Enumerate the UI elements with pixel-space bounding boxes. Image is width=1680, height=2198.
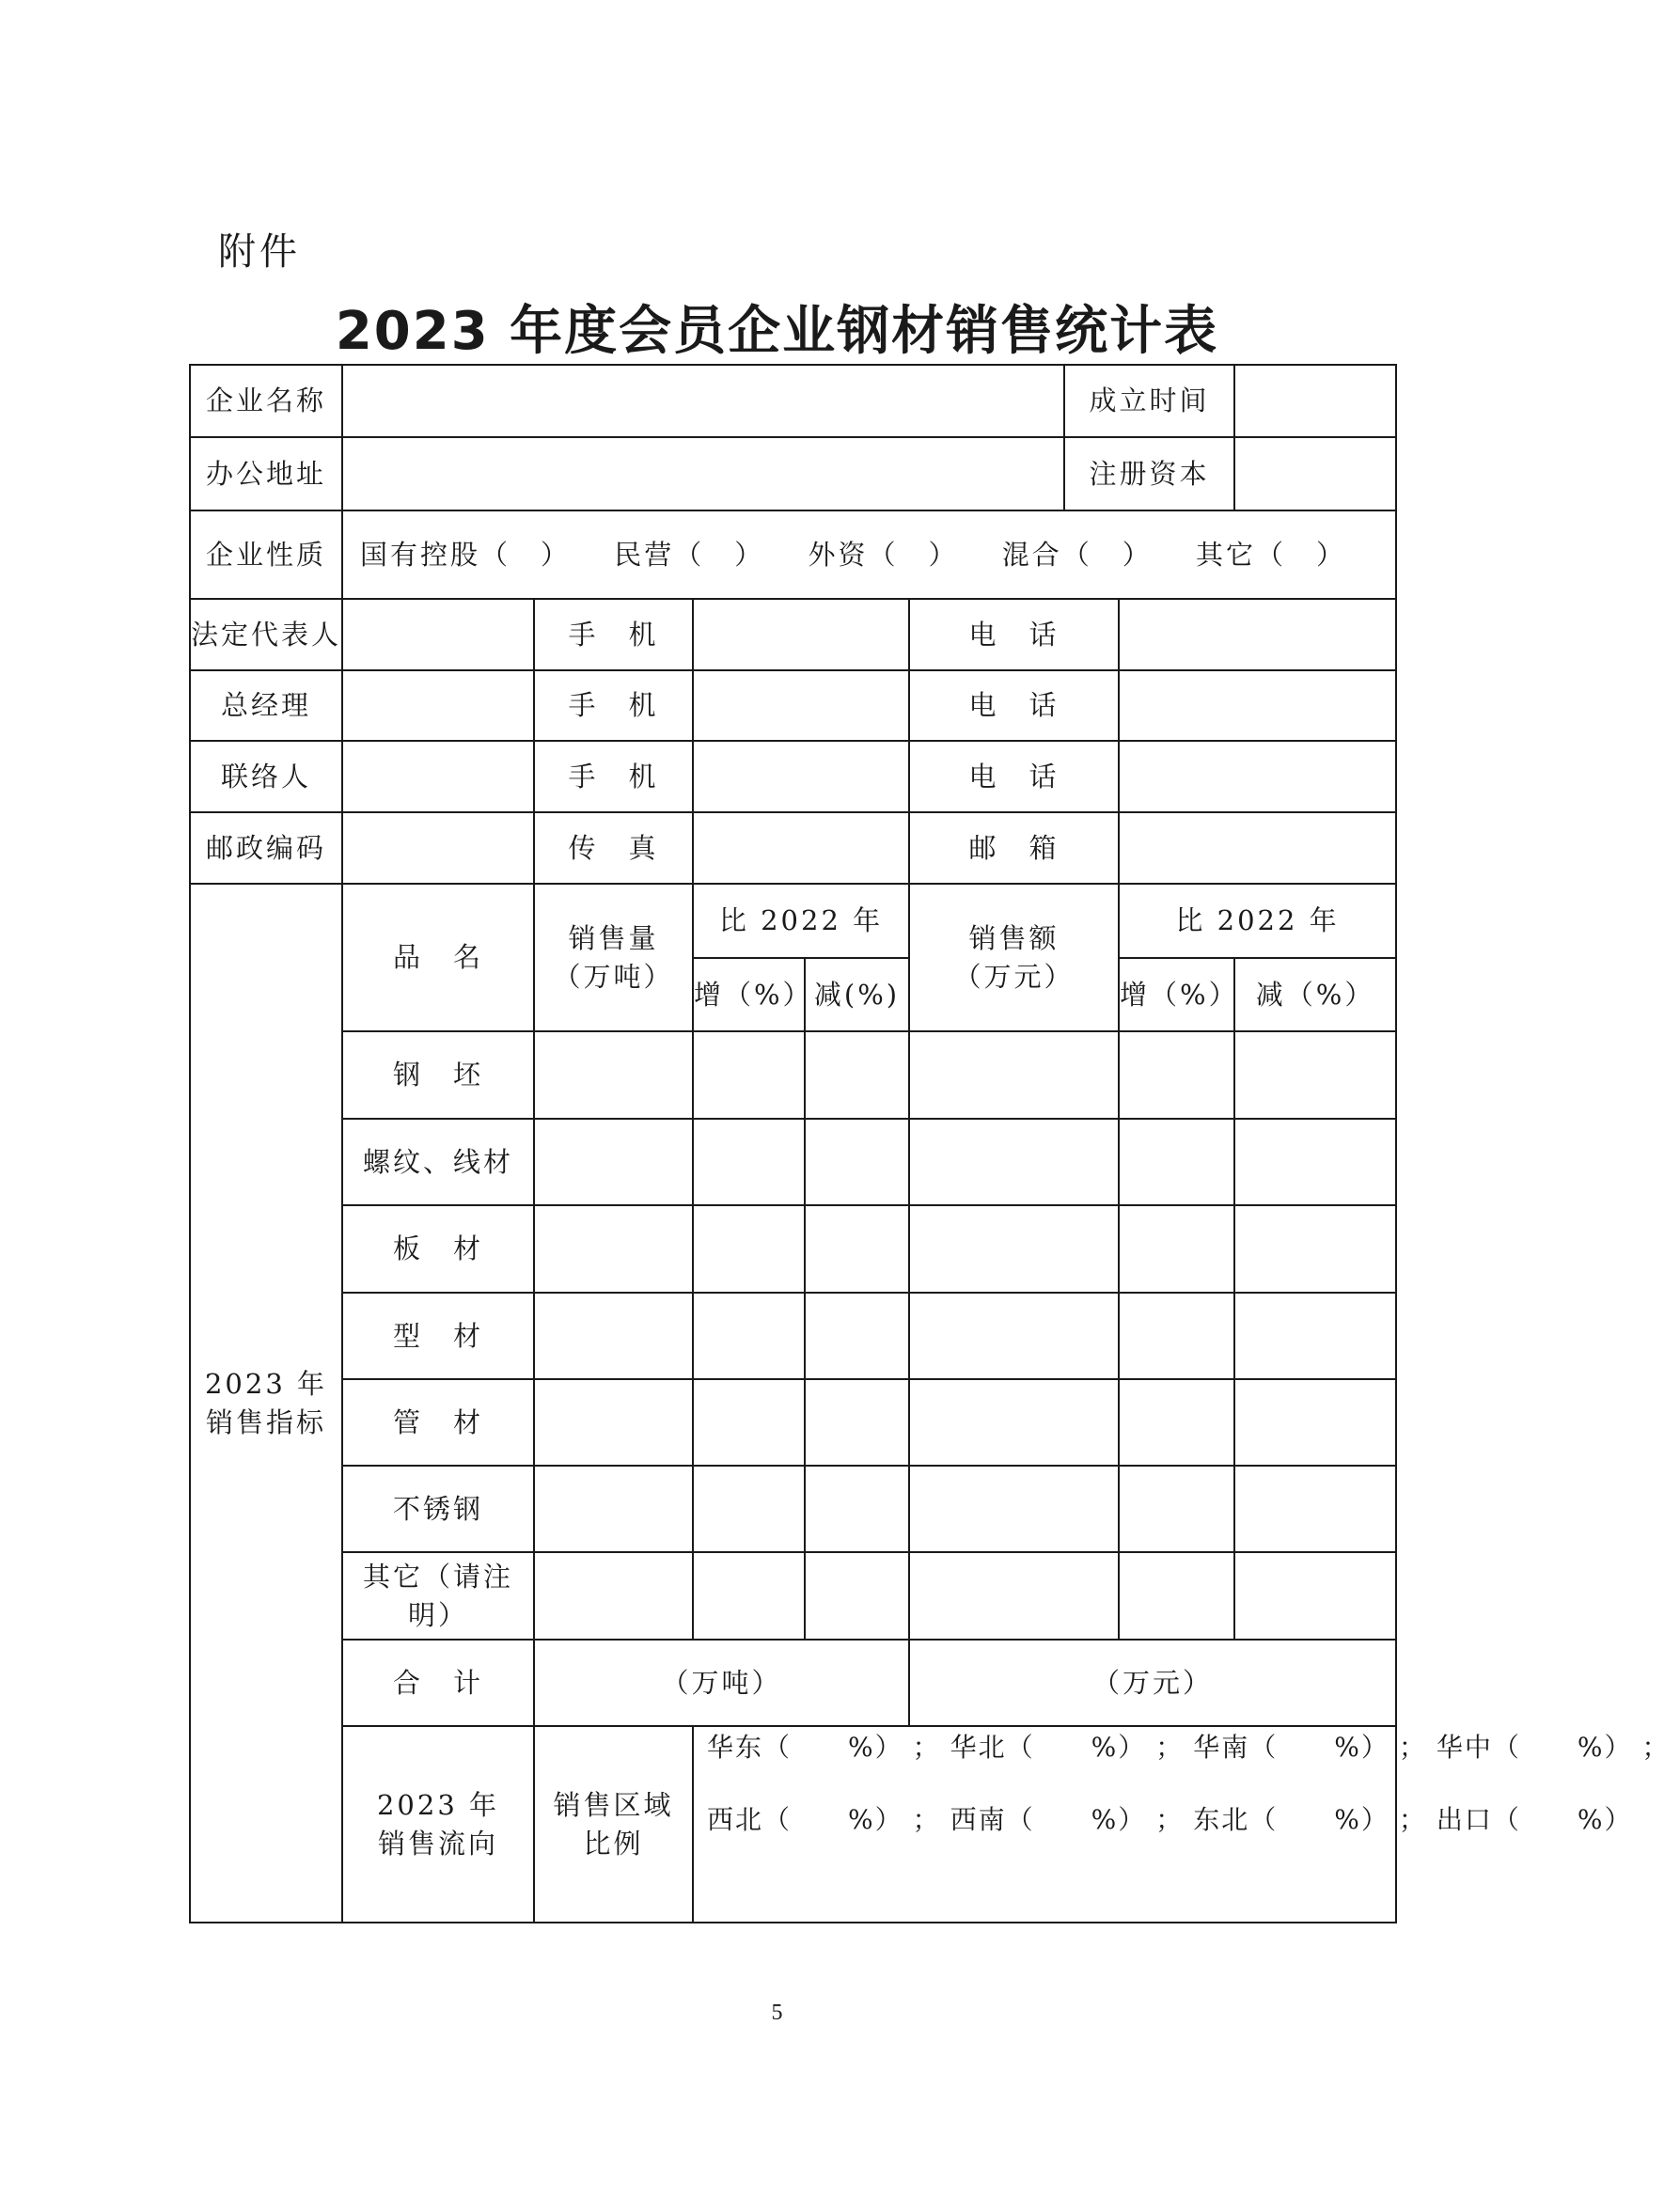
volume-compare-header: 比 2022 年 [693, 884, 909, 958]
attachment-label: 附件 [218, 230, 301, 274]
product-name: 其它（请注明） [342, 1552, 534, 1640]
volume-increase-cell[interactable] [693, 1293, 805, 1379]
postcode-label: 邮政编码 [190, 812, 342, 884]
volume-cell[interactable] [534, 1205, 693, 1293]
region-separator: ； [1155, 1804, 1185, 1836]
amount-cell[interactable] [909, 1205, 1119, 1293]
volume-increase-cell[interactable] [693, 1466, 805, 1552]
amount-cell[interactable] [909, 1552, 1119, 1640]
amount-increase-cell[interactable] [1119, 1552, 1234, 1640]
region-line-1 [694, 1729, 1671, 1766]
amount-increase-cell[interactable] [1119, 1031, 1234, 1119]
region-northwest[interactable]: 西北（ %） [707, 1804, 903, 1836]
region-separator: ； [1641, 1732, 1671, 1763]
amount-increase-header: 增（%） [1119, 958, 1234, 1031]
nature-label: 企业性质 [190, 510, 342, 599]
fax-field[interactable] [693, 812, 909, 884]
mobile-label: 手 机 [534, 670, 693, 741]
amount-compare-header: 比 2022 年 [1119, 884, 1396, 958]
region-east-china[interactable]: 华东（ %） [707, 1732, 903, 1763]
region-ratio-field [693, 1726, 1671, 1923]
legal-rep-field[interactable] [342, 599, 534, 670]
volume-cell[interactable] [534, 1379, 693, 1466]
gm-phone-field[interactable] [1119, 670, 1396, 741]
total-amount-field[interactable] [909, 1640, 1396, 1726]
amount-cell[interactable] [909, 1379, 1119, 1466]
nature-option-private[interactable]: 民营（ ） [614, 538, 765, 571]
flow-section-label: 2023 年 销售流向 [342, 1726, 534, 1923]
amount-increase-cell[interactable] [1119, 1205, 1234, 1293]
product-name: 型 材 [342, 1293, 534, 1379]
phone-label: 电 话 [909, 599, 1119, 670]
email-field[interactable] [1119, 812, 1396, 884]
gm-label: 总经理 [190, 670, 342, 741]
amount-decrease-cell[interactable] [1234, 1379, 1396, 1466]
volume-decrease-cell[interactable] [805, 1119, 909, 1205]
contact-field[interactable] [342, 741, 534, 812]
amount-cell[interactable] [909, 1293, 1119, 1379]
email-label: 邮 箱 [909, 812, 1119, 884]
registered-capital-label: 注册资本 [1064, 437, 1234, 510]
address-field[interactable] [342, 437, 1064, 510]
total-amount-unit: （万元） [1092, 1666, 1214, 1699]
contact-phone-field[interactable] [1119, 741, 1396, 812]
volume-decrease-cell[interactable] [805, 1031, 909, 1119]
product-name: 板 材 [342, 1205, 534, 1293]
volume-increase-cell[interactable] [693, 1379, 805, 1466]
region-ratio-label: 销售区域 比例 [534, 1726, 693, 1923]
nature-option-state[interactable]: 国有控股（ ） [360, 538, 572, 571]
total-label: 合 计 [342, 1640, 534, 1726]
fax-label: 传 真 [534, 812, 693, 884]
company-name-field[interactable] [342, 365, 1064, 437]
established-field[interactable] [1234, 365, 1396, 437]
region-separator: ； [912, 1732, 941, 1763]
sales-section-label: 2023 年 销售指标 [190, 884, 342, 1923]
product-name: 钢 坯 [342, 1031, 534, 1119]
sales-statistics-form [189, 364, 1671, 1923]
region-north-china[interactable]: 华北（ %） [950, 1732, 1147, 1763]
volume-cell[interactable] [534, 1031, 693, 1119]
region-separator: ； [1398, 1804, 1427, 1836]
amount-increase-cell[interactable] [1119, 1379, 1234, 1466]
page-number: 5 [771, 2001, 783, 2025]
amount-increase-cell[interactable] [1119, 1293, 1234, 1379]
nature-options [342, 510, 1396, 599]
total-volume-unit: （万吨） [661, 1666, 782, 1699]
legal-rep-mobile-field[interactable] [693, 599, 909, 670]
region-line-2 [694, 1801, 1633, 1838]
postcode-field[interactable] [342, 812, 534, 884]
product-name: 螺纹、线材 [342, 1119, 534, 1205]
product-header: 品 名 [342, 884, 534, 1031]
gm-mobile-field[interactable] [693, 670, 909, 741]
amount-decrease-cell[interactable] [1234, 1293, 1396, 1379]
region-southwest[interactable]: 西南（ %） [950, 1804, 1147, 1836]
volume-decrease-cell[interactable] [805, 1205, 909, 1293]
volume-header: 销售量 （万吨） [534, 884, 693, 1031]
volume-cell[interactable] [534, 1293, 693, 1379]
total-volume-field[interactable] [534, 1640, 909, 1726]
volume-increase-header: 增（%） [693, 958, 805, 1031]
contact-mobile-field[interactable] [693, 741, 909, 812]
volume-decrease-cell[interactable] [805, 1379, 909, 1466]
amount-decrease-cell[interactable] [1234, 1466, 1396, 1552]
amount-cell[interactable] [909, 1119, 1119, 1205]
amount-decrease-cell[interactable] [1234, 1031, 1396, 1119]
phone-label: 电 话 [909, 670, 1119, 741]
legal-rep-phone-field[interactable] [1119, 599, 1396, 670]
product-name: 不锈钢 [342, 1466, 534, 1552]
mobile-label: 手 机 [534, 599, 693, 670]
contact-label: 联络人 [190, 741, 342, 812]
amount-decrease-header: 减（%） [1234, 958, 1396, 1031]
amount-cell[interactable] [909, 1031, 1119, 1119]
company-name-label: 企业名称 [190, 365, 342, 437]
registered-capital-field[interactable] [1234, 437, 1396, 510]
volume-cell[interactable] [534, 1466, 693, 1552]
product-name: 管 材 [342, 1379, 534, 1466]
amount-decrease-cell[interactable] [1234, 1205, 1396, 1293]
amount-decrease-cell[interactable] [1234, 1552, 1396, 1640]
volume-decrease-cell[interactable] [805, 1293, 909, 1379]
volume-increase-cell[interactable] [693, 1119, 805, 1205]
region-separator: ； [1155, 1732, 1185, 1763]
volume-cell[interactable] [534, 1552, 693, 1640]
amount-decrease-cell[interactable] [1234, 1119, 1396, 1205]
phone-label: 电 话 [909, 741, 1119, 812]
region-central-china[interactable]: 华中（ %） [1436, 1732, 1633, 1763]
gm-field[interactable] [342, 670, 534, 741]
region-separator: ； [912, 1804, 941, 1836]
volume-increase-cell[interactable] [693, 1552, 805, 1640]
volume-cell[interactable] [534, 1119, 693, 1205]
volume-decrease-cell[interactable] [805, 1552, 909, 1640]
volume-increase-cell[interactable] [693, 1205, 805, 1293]
volume-decrease-cell[interactable] [805, 1466, 909, 1552]
nature-option-foreign[interactable]: 外资（ ） [808, 538, 959, 571]
volume-decrease-header: 减(%) [805, 958, 909, 1031]
amount-increase-cell[interactable] [1119, 1119, 1234, 1205]
amount-cell[interactable] [909, 1466, 1119, 1552]
page-title: 2023 年度会员企业钢材销售统计表 [335, 301, 1219, 362]
amount-header: 销售额 （万元） [909, 884, 1119, 1031]
region-northeast[interactable]: 东北（ %） [1193, 1804, 1390, 1836]
address-label: 办公地址 [190, 437, 342, 510]
region-export[interactable]: 出口（ %） [1436, 1804, 1633, 1836]
region-south-china[interactable]: 华南（ %） [1193, 1732, 1390, 1763]
nature-option-other[interactable]: 其它（ ） [1195, 538, 1346, 571]
region-separator: ； [1398, 1732, 1427, 1763]
volume-increase-cell[interactable] [693, 1031, 805, 1119]
legal-rep-label: 法定代表人 [190, 599, 342, 670]
nature-option-mixed[interactable]: 混合（ ） [1001, 538, 1153, 571]
amount-increase-cell[interactable] [1119, 1466, 1234, 1552]
established-label: 成立时间 [1064, 365, 1234, 437]
mobile-label: 手 机 [534, 741, 693, 812]
